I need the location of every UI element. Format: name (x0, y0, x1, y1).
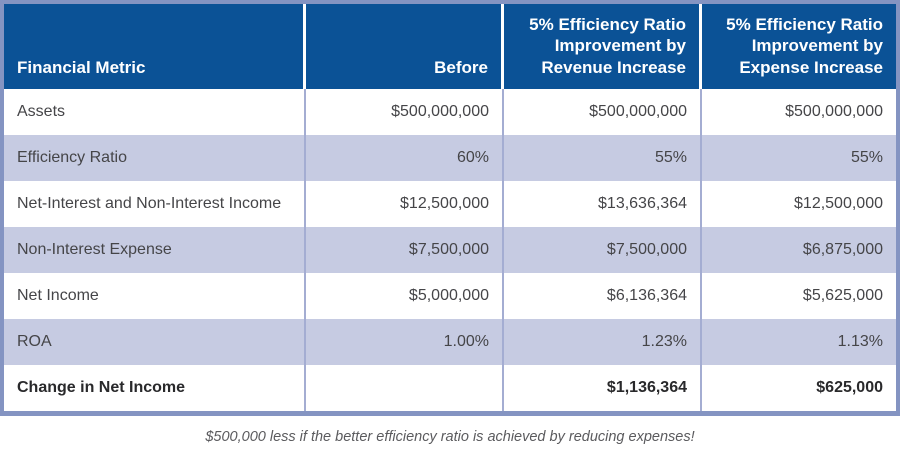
value-cell: $7,500,000 (306, 227, 504, 273)
table-row-efficiency-ratio (4, 135, 896, 181)
column-header-financial-metric: Financial Metric (4, 4, 306, 89)
value-cell: 1.13% (702, 319, 896, 365)
metric-cell: ROA (4, 319, 306, 365)
value-cell: $12,500,000 (306, 181, 504, 227)
table-row-change-in-net-income (4, 365, 896, 411)
value-cell: $7,500,000 (504, 227, 702, 273)
column-header-expense-increase (702, 4, 896, 89)
header-line: Improvement by (751, 36, 883, 56)
header-line: Expense Increase (739, 57, 883, 77)
table-row-roa (4, 319, 896, 365)
table-row-net-income (4, 273, 896, 319)
value-cell: $6,875,000 (702, 227, 896, 273)
metric-cell: Efficiency Ratio (4, 135, 306, 181)
value-cell: $13,636,364 (504, 181, 702, 227)
metric-cell: Assets (4, 89, 306, 135)
value-cell (306, 365, 504, 411)
table-row-net-interest-income (4, 181, 896, 227)
value-cell: 55% (504, 135, 702, 181)
financial-metrics-table (4, 4, 896, 411)
value-cell: $625,000 (702, 365, 896, 411)
value-cell: $5,000,000 (306, 273, 504, 319)
header-line: Revenue Increase (541, 57, 686, 77)
column-header-before: Before (306, 4, 504, 89)
value-cell: $500,000,000 (702, 89, 896, 135)
value-cell: $6,136,364 (504, 273, 702, 319)
header-row (4, 4, 896, 89)
value-cell: $12,500,000 (702, 181, 896, 227)
column-header-revenue-increase (504, 4, 702, 89)
metric-cell: Non-Interest Expense (4, 227, 306, 273)
metric-cell: Change in Net Income (4, 365, 306, 411)
value-cell: 1.23% (504, 319, 702, 365)
value-cell: 1.00% (306, 319, 504, 365)
value-cell: $500,000,000 (306, 89, 504, 135)
value-cell: 55% (702, 135, 896, 181)
table-row-assets (4, 89, 896, 135)
footnote: $500,000 less if the better efficiency ratio is achieved by reducing expenses! (205, 428, 695, 445)
metric-cell: Net Income (4, 273, 306, 319)
value-cell: $1,136,364 (504, 365, 702, 411)
metric-cell: Net-Interest and Non-Interest Income (4, 181, 306, 227)
header-line: 5% Efficiency Ratio (529, 15, 686, 34)
table-row-non-interest-expense (4, 227, 896, 273)
value-cell: $5,625,000 (702, 273, 896, 319)
header-line: 5% Efficiency Ratio (726, 15, 883, 34)
value-cell: $500,000,000 (504, 89, 702, 135)
value-cell: 60% (306, 135, 504, 181)
header-line: Improvement by (554, 36, 686, 56)
